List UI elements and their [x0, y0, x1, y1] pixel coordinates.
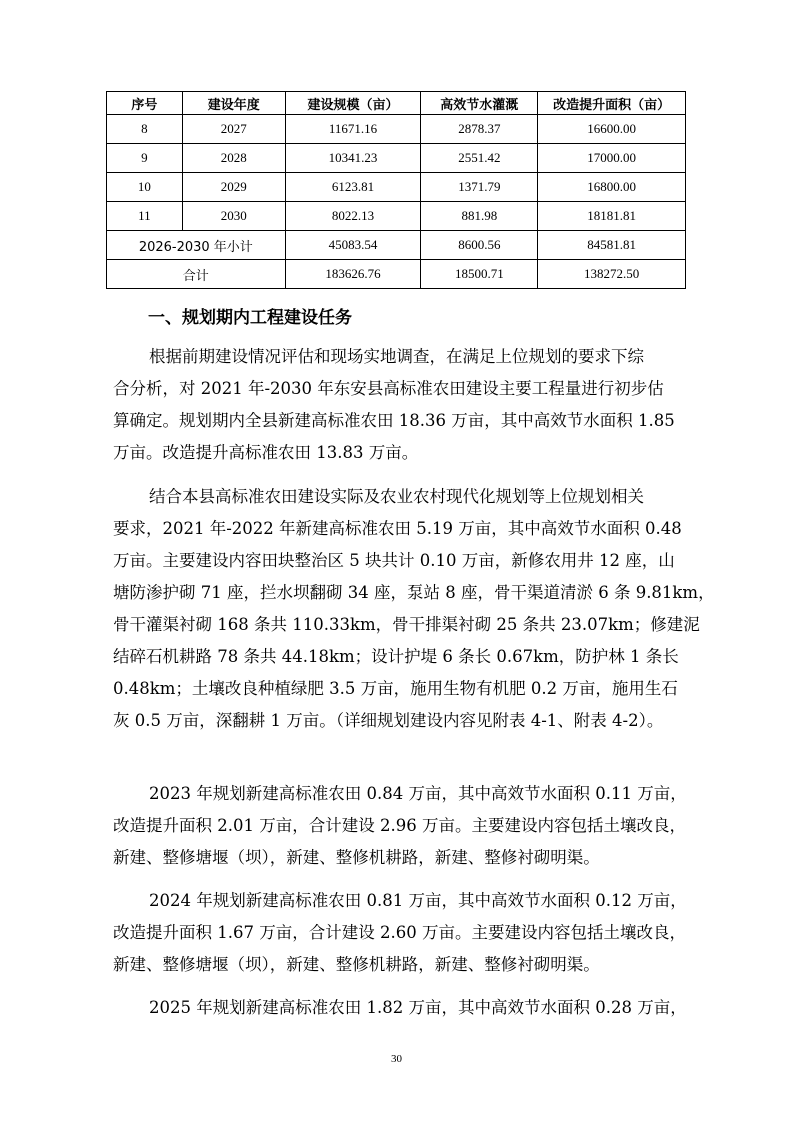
cell-index: 11 — [107, 202, 183, 231]
text-line: 新建、整修塘堰（坝），新建、整修机耕路，新建、整修衬砌明渠。 — [113, 955, 600, 974]
text-line: 万亩。改造提升高标准农田 13.83 万亩。 — [113, 443, 419, 462]
subtotal-water: 8600.56 — [421, 231, 538, 260]
subtotal-label: 2026-2030 年小计 — [107, 231, 286, 260]
subtotal-upgrade: 84581.81 — [538, 231, 686, 260]
header-upgrade-area: 改造提升面积（亩） — [538, 92, 686, 115]
text-line: 改造提升面积 1.67 万亩，合计建设 2.60 万亩。主要建设内容包括土壤改良， — [113, 923, 686, 942]
cell-water: 2551.42 — [421, 144, 538, 173]
text-line: 合分析，对 2021 年-2030 年东安县高标准农田建设主要工程量进行初步估 — [113, 379, 664, 398]
cell-index: 10 — [107, 173, 183, 202]
cell-upgrade: 16600.00 — [538, 115, 686, 144]
text-line: 结碎石机耕路 78 条共 44.18km；设计护堤 6 条长 0.67km，防护林 1 条长 — [113, 647, 679, 666]
total-upgrade: 138272.50 — [538, 260, 686, 289]
cell-year: 2030 — [182, 202, 285, 231]
header-scale: 建设规模（亩） — [285, 92, 421, 115]
cell-scale: 11671.16 — [285, 115, 421, 144]
text-line: 新建、整修塘堰（坝），新建、整修机耕路，新建、整修衬砌明渠。 — [113, 848, 600, 867]
text-line: 2023 年规划新建高标准农田 0.84 万亩，其中高效节水面积 0.11 万亩， — [149, 784, 687, 803]
text-line: 要求，2021 年-2022 年新建高标准农田 5.19 万亩，其中高效节水面积 0.48 — [113, 519, 682, 538]
text-line: 骨干灌渠衬砌 168 条共 110.33km，骨干排渠衬砌 25 条共 23.07km；修建泥 — [113, 615, 700, 634]
cell-upgrade: 17000.00 — [538, 144, 686, 173]
paragraph-3 — [113, 778, 687, 874]
cell-index: 8 — [107, 115, 183, 144]
text-line: 0.48km；土壤改良种植绿肥 3.5 万亩，施用生物有机肥 0.2 万亩，施用生石 — [113, 679, 678, 698]
header-index: 序号 — [107, 92, 183, 115]
table-row — [107, 115, 686, 144]
cell-year: 2028 — [182, 144, 285, 173]
text-line: 灰 0.5 万亩，深翻耕 1 万亩。（详细规划建设内容见附表 4-1、附表 4-2）。 — [113, 711, 664, 730]
total-row — [107, 260, 686, 289]
cell-water: 2878.37 — [421, 115, 538, 144]
text-line: 算确定。规划期内全县新建高标准农田 18.36 万亩，其中高效节水面积 1.85 — [113, 411, 675, 430]
total-scale: 183626.76 — [285, 260, 421, 289]
cell-year: 2029 — [182, 173, 285, 202]
text-line: 改造提升面积 2.01 万亩，合计建设 2.96 万亩。主要建设内容包括土壤改良， — [113, 816, 686, 835]
cell-upgrade: 18181.81 — [538, 202, 686, 231]
cell-index: 9 — [107, 144, 183, 173]
subtotal-scale: 45083.54 — [285, 231, 421, 260]
cell-water: 1371.79 — [421, 173, 538, 202]
table-row — [107, 144, 686, 173]
table-row — [107, 173, 686, 202]
construction-table — [106, 91, 686, 289]
text-line: 2024 年规划新建高标准农田 0.81 万亩，其中高效节水面积 0.12 万亩， — [149, 891, 687, 910]
cell-scale: 10341.23 — [285, 144, 421, 173]
cell-scale: 6123.81 — [285, 173, 421, 202]
text-line: 万亩。主要建设内容田块整治区 5 块共计 0.10 万亩，新修农用井 12 座，山 — [113, 551, 675, 570]
table-row — [107, 202, 686, 231]
paragraph-1 — [113, 341, 680, 469]
page-number: 30 — [391, 1053, 402, 1065]
text-line: 塘防渗护砌 71 座，拦水坝翻砌 34 座，泵站 8 座，骨干渠道清淤 6 条 9.81km， — [113, 583, 715, 602]
header-water-saving: 高效节水灌溉 — [421, 92, 538, 115]
paragraph-5 — [113, 992, 687, 1024]
subtotal-row — [107, 231, 686, 260]
header-year: 建设年度 — [182, 92, 285, 115]
total-water: 18500.71 — [421, 260, 538, 289]
total-label: 合计 — [107, 260, 286, 289]
cell-upgrade: 16800.00 — [538, 173, 686, 202]
text-line: 2025 年规划新建高标准农田 1.82 万亩，其中高效节水面积 0.28 万亩， — [149, 998, 687, 1017]
cell-year: 2027 — [182, 115, 285, 144]
text-line: 结合本县高标准农田建设实际及农业农村现代化规划等上位规划相关 — [149, 487, 644, 506]
section-heading: 一、规划期内工程建设任务 — [148, 308, 352, 328]
text-line: 根据前期建设情况评估和现场实地调查，在满足上位规划的要求下综 — [149, 347, 644, 366]
cell-scale: 8022.13 — [285, 202, 421, 231]
cell-water: 881.98 — [421, 202, 538, 231]
table-header-row — [107, 92, 686, 115]
paragraph-2 — [113, 481, 715, 737]
paragraph-4 — [113, 885, 687, 981]
